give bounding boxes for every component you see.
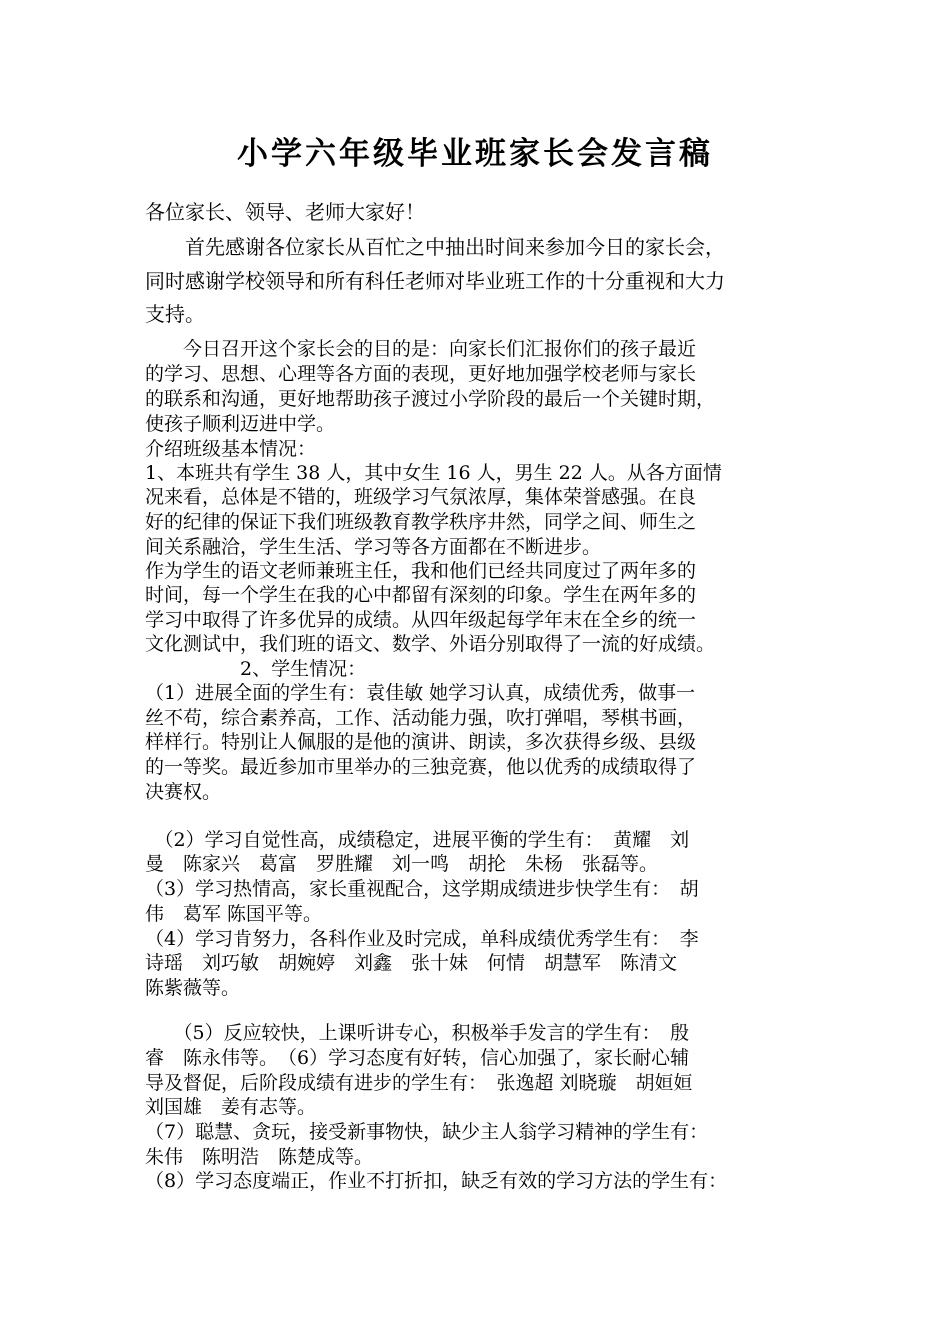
body-line: 的联系和沟通，更好地帮助孩子渡过小学阶段的最后一个关键时期， (145, 388, 716, 410)
body-line: 样样行。特别让人佩服的是他的演讲、朗读，多次获得乡级、县级 (145, 731, 697, 753)
body-line: 导及督促，后阶段成绩有进步的学生有： 张逸超 刘晓璇 胡姮姮 (145, 1072, 693, 1094)
body-line: 刘国雄 姜有志等。 (145, 1096, 317, 1118)
body-line: 2、学生情况： (145, 658, 367, 680)
body-line: （5）反应较快，上课听讲专心，积极举手发言的学生有： 殷 (145, 1022, 690, 1044)
body-line: 学习中取得了许多优异的成绩。从四年级起每学年末在全乡的统一 (145, 609, 697, 631)
body-line: 作为学生的语文老师兼班主任，我和他们已经共同度过了两年多的 (145, 560, 697, 582)
body-line: 丝不苟，综合素养高，工作、活动能力强，吹打弹唱，琴棋书画， (145, 707, 697, 729)
body-line: 伟 葛军 陈国平等。 (145, 903, 323, 925)
body-line: 同时感谢学校领导和所有科任老师对毕业班工作的十分重视和大力 (145, 269, 725, 293)
body-line: 况来看，总体是不错的，班级学习气氛浓厚，集体荣誉感强。在良 (145, 486, 697, 508)
body-line: 睿 陈永伟等。 （6）学习态度有好转，信心加强了，家长耐心辅 (145, 1047, 690, 1069)
body-line: 朱伟 陈明浩 陈楚成等。 (145, 1146, 374, 1168)
body-line: 陈紫薇等。 (145, 977, 241, 999)
body-line: 支持。 (145, 302, 205, 326)
body-line: 文化测试中，我们班的语文、数学、外语分别取得了一流的好成绩。 (145, 633, 716, 655)
body-line: （7）聪慧、贪玩，接受新事物快，缺少主人翁学习精神的学生有： (145, 1121, 709, 1143)
body-line: 间关系融洽，学生生活、学习等各方面都在不断进步。 (145, 536, 602, 558)
body-line: 介绍班级基本情况： (145, 438, 317, 460)
body-line: 决赛权。 (145, 781, 222, 803)
body-line: 今日召开这个家长会的目的是：向家长们汇报你们的孩子最近 (145, 338, 697, 360)
body-line: （3）学习热情高，家长重视配合，这学期成绩进步快学生有： 胡 (145, 878, 699, 900)
body-line: 首先感谢各位家长从百忙之中抽出时间来参加今日的家长会， (145, 235, 725, 259)
body-line: （4）学习肯努力，各科作业及时完成，单科成绩优秀学生有： 李 (145, 928, 699, 950)
body-line: 使孩子顺利迈进中学。 (145, 413, 336, 435)
body-line: （8）学习态度端正，作业不打折扣，缺乏有效的学习方法的学生有： (145, 1170, 728, 1192)
body-line: （1）进展全面的学生有：袁佳敏 她学习认真，成绩优秀，做事一 (145, 682, 696, 704)
body-line: 1、本班共有学生 38 人，其中女生 16 人，男生 22 人。从各方面情 (145, 462, 722, 484)
body-line: 各位家长、领导、老师大家好！ (145, 200, 425, 224)
body-line: 的一等奖。最近参加市里举办的三独竞赛，他以优秀的成绩取得了 (145, 756, 697, 778)
body-line: 曼 陈家兴 葛富 罗胜耀 刘一鸣 胡抡 朱杨 张磊等。 (145, 853, 659, 875)
body-line: （2）学习自觉性高，成绩稳定，进展平衡的学生有： 黄耀 刘 (145, 829, 690, 851)
document-title: 小学六年级毕业班家长会发言稿 (237, 136, 713, 172)
body-line: 诗瑶 刘巧敏 胡婉婷 刘鑫 张十妹 何情 胡慧军 陈清文 (145, 952, 678, 974)
body-line: 的学习、思想、心理等各方面的表现，更好地加强学校老师与家长 (145, 363, 697, 385)
body-line: 时间，每一个学生在我的心中都留有深刻的印象。学生在两年多的 (145, 584, 697, 606)
body-line: 好的纪律的保证下我们班级教育教学秩序井然，同学之间、师生之 (145, 511, 697, 533)
